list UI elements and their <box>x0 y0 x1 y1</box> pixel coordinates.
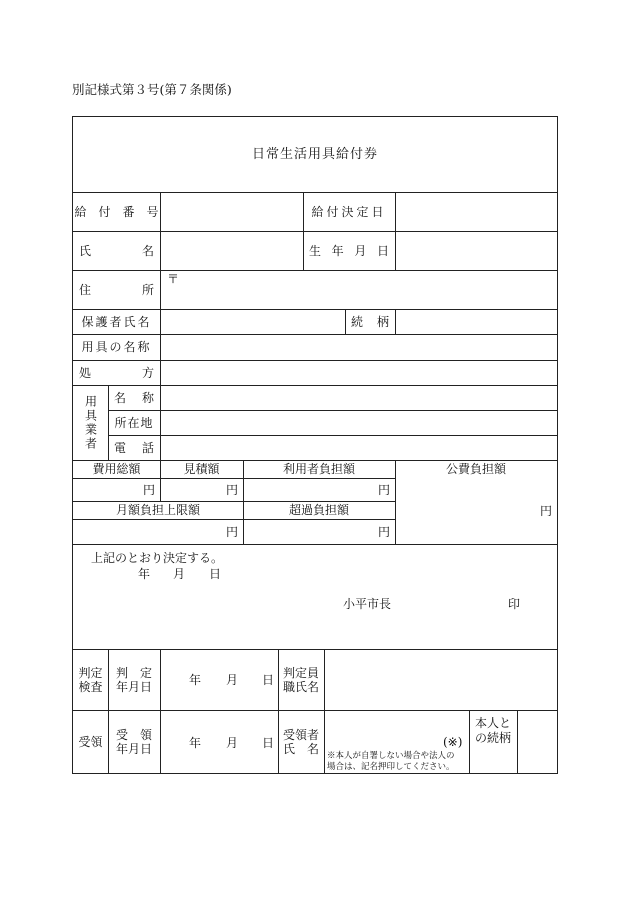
inspection-date-label <box>108 649 160 710</box>
inspector-label <box>278 649 324 710</box>
jusho-char: 住 <box>79 282 92 297</box>
yen-unit: 円 <box>143 483 156 497</box>
gyosha-meisho-char: 名 <box>114 390 127 405</box>
form-title: 日常生活用具給付券 <box>251 146 378 162</box>
decision-date-month: 月 <box>173 567 186 581</box>
jusho-field[interactable] <box>183 271 556 308</box>
shimei-char: 名 <box>141 243 154 258</box>
receipt-date-label <box>108 710 160 773</box>
shoho-label <box>73 360 160 385</box>
yen-unit: 円 <box>540 504 553 518</box>
receipt-date-month: 月 <box>226 736 239 750</box>
receipt-date-label-line: 受 領 <box>115 727 152 742</box>
kyufu-ketteibi-label: 給付決定日 <box>311 204 387 219</box>
relation-label-line: 本人と <box>475 716 512 730</box>
receipt-label: 受領 <box>78 734 103 749</box>
kyufu-bango-field[interactable] <box>161 193 302 230</box>
inspector-label-line: 職氏名 <box>282 679 319 694</box>
gyosha-meisho-char: 称 <box>141 390 154 405</box>
getsugaku-futan-header: 月額負担上限額 <box>115 503 200 517</box>
shoho-field[interactable] <box>161 361 556 384</box>
gyosha-denwa-field[interactable] <box>161 436 556 459</box>
receiver-note-line: ※本人が自署しない場合や法人の <box>327 751 455 761</box>
inspection-label-line: 判定 <box>78 665 103 680</box>
inspection-date-day: 日 <box>262 673 275 687</box>
inspection-date-label-line: 判 定 <box>115 665 152 680</box>
hiyo-sogaku-header: 費用総額 <box>92 462 141 476</box>
riyosha-futan-header: 利用者負担額 <box>282 462 355 476</box>
jusho-label <box>73 270 160 309</box>
mayor-title: 小平市長 <box>343 597 392 611</box>
seinengappi-char: 年 <box>331 243 344 258</box>
seinengappi-field[interactable] <box>396 232 556 269</box>
relation-label-line: の続柄 <box>475 731 512 745</box>
yen-unit: 円 <box>226 525 239 539</box>
zokugara-label <box>345 309 395 334</box>
inspection-label <box>73 649 108 710</box>
inspection-label-line: 検査 <box>78 679 103 694</box>
form-number: 別記様式第３号(第７条関係) <box>72 82 232 97</box>
jusho-char: 所 <box>141 282 154 297</box>
receipt-date-day: 日 <box>262 736 275 750</box>
row-line <box>73 519 395 520</box>
gyosha-meisho-field[interactable] <box>161 386 556 409</box>
kyufu-ketteibi-field[interactable] <box>396 193 556 230</box>
row-line <box>73 544 557 545</box>
seinengappi-char: 日 <box>376 243 389 258</box>
inspector-field[interactable] <box>325 650 556 709</box>
receiver-label-line: 氏 名 <box>282 741 319 756</box>
col-line <box>469 710 470 773</box>
receiver-note-line: 場合は、記名押印してください。 <box>327 762 455 772</box>
hogosha-shimei-field[interactable] <box>161 310 344 333</box>
seal-mark: 印 <box>508 597 521 611</box>
choka-futan-header: 超過負担額 <box>288 503 349 517</box>
seinengappi-char: 月 <box>354 243 367 258</box>
col-line <box>160 649 161 773</box>
yen-unit: 円 <box>378 525 391 539</box>
receipt-date-year: 年 <box>189 736 202 750</box>
gyosha-denwa-label <box>108 435 160 460</box>
shimei-label <box>73 231 160 270</box>
relation-label <box>475 716 511 746</box>
yen-unit: 円 <box>226 483 239 497</box>
zokugara-field[interactable] <box>396 310 556 333</box>
inspection-date-year: 年 <box>189 673 202 687</box>
inspection-date-month: 月 <box>226 673 239 687</box>
gyosha-label: 用具業者 <box>83 394 98 451</box>
gyosha-shozaichi-label: 所在地 <box>114 415 154 430</box>
yogu-meisho-field[interactable] <box>161 335 556 359</box>
zokugara-char: 続 <box>351 314 364 329</box>
hogosha-shimei-label: 保護者氏名 <box>81 314 152 329</box>
seinengappi-label <box>303 231 395 270</box>
shoho-char: 処 <box>79 365 92 380</box>
seinengappi-char: 生 <box>309 243 322 258</box>
inspection-date-label-line: 年月日 <box>115 679 152 694</box>
shimei-field[interactable] <box>161 232 302 269</box>
inspector-label-line: 判定員 <box>282 665 319 680</box>
mitsumori-header: 見積額 <box>183 462 220 476</box>
shoho-char: 方 <box>141 365 154 380</box>
gyosha-shozaichi-field[interactable] <box>161 411 556 434</box>
shimei-char: 氏 <box>79 243 92 258</box>
receiver-label-line: 受領者 <box>282 727 319 742</box>
receiver-label <box>278 710 324 773</box>
receiver-note <box>327 751 455 773</box>
gyosha-denwa-char: 話 <box>141 440 154 455</box>
yen-unit: 円 <box>378 483 391 497</box>
decision-date-day: 日 <box>209 567 222 581</box>
gyosha-meisho-label <box>108 385 160 410</box>
voucher-form <box>72 116 558 774</box>
row-line <box>73 478 395 479</box>
kohi-futan-header: 公費負担額 <box>445 462 506 476</box>
zokugara-char: 柄 <box>376 314 389 329</box>
receiver-mark: (※) <box>443 735 463 749</box>
receipt-date-label-line: 年月日 <box>115 741 152 756</box>
postal-mark: 〒 <box>167 272 180 286</box>
decision-text: 上記のとおり決定する。 <box>91 551 224 565</box>
yogu-meisho-label: 用具の名称 <box>81 340 152 354</box>
gyosha-denwa-char: 電 <box>114 440 127 455</box>
decision-date-year: 年 <box>138 567 151 581</box>
relation-field[interactable] <box>518 711 556 772</box>
kyufu-bango-label: 給 付 番 号 <box>74 204 159 219</box>
receiver-field[interactable] <box>325 711 435 731</box>
